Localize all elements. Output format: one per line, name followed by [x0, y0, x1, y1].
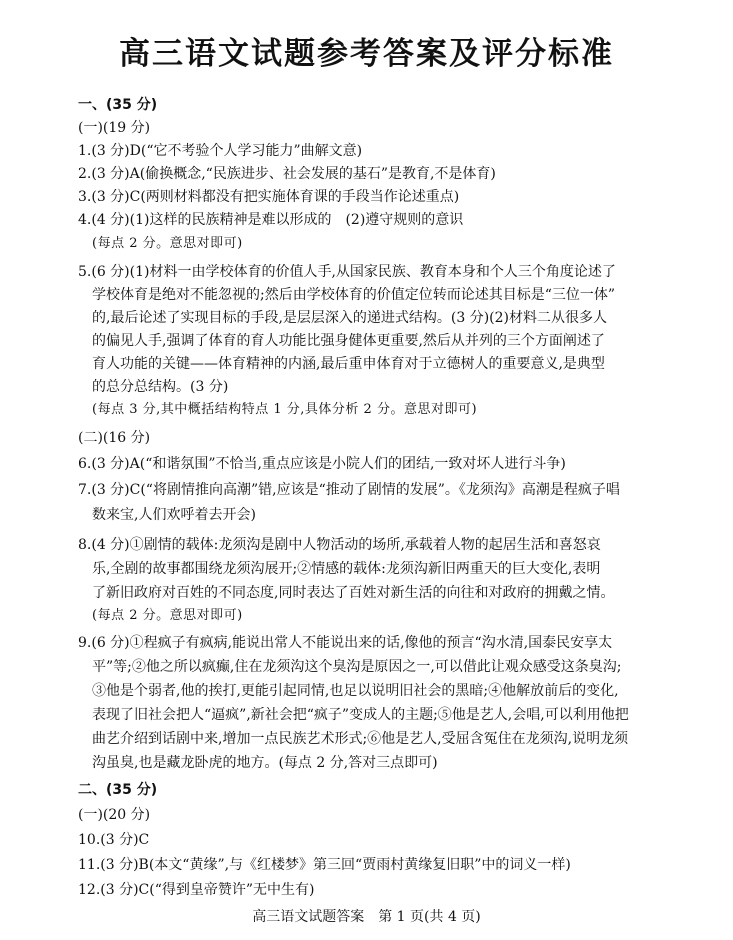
answer-line: 7.(3 分)C(“将剧情推向高潮”错,应该是“推动了剧情的发展”。《龙须沟》高潮是程疯子唱: [78, 482, 620, 498]
answer-line: 8.(4 分)①剧情的载体:龙须沟是剧中人物活动的场所,承载着人物的起居生活和喜怒哀: [78, 537, 601, 553]
subsection-heading: (二)(16 分): [78, 430, 151, 446]
answer-line: 数来宝,人们欢呼着去开会): [92, 507, 256, 523]
answer-line: 9.(6 分)①程疯子有疯病,能说出常人不能说出来的话,像他的预言“沟水清,国泰民安享太: [78, 635, 613, 651]
answer-line: 11.(3 分)B(本文“黄缘”,与《红楼梦》第三回“贾雨村黄缘复旧职”中的词义一样): [78, 857, 571, 873]
answer-line: 4.(4 分)(1)这样的民族精神是难以形成的 (2)遵守规则的意识: [78, 212, 464, 228]
answer-line: 6.(3 分)A(“和谐氛围”不恰当,重点应该是小院人们的团结,一致对坏人进行斗争): [78, 456, 566, 472]
page-footer: 高三语文试题答案 第 1 页(共 4 页): [252, 909, 481, 925]
answer-line: 曲艺介绍到话剧中来,增加一点民族艺术形式;⑥他是艺人,受屈含冤住在龙须沟,说明龙须: [92, 731, 629, 747]
answer-line: 乐,全剧的故事都围绕龙须沟展开;②情感的载体:龙须沟新旧两重天的巨大变化,表明: [92, 561, 601, 577]
answer-line: 12.(3 分)C(“得到皇帝赞许”无中生有): [78, 882, 315, 898]
scoring-note: (每点 2 分。意思对即可): [92, 608, 243, 623]
answer-line: 1.(3 分)D(“它不考验个人学习能力”曲解文意): [78, 143, 363, 159]
answer-line: 的偏见人手,强调了体育的育人功能比强身健体更重要,然后从并列的三个方面阐述了: [92, 333, 605, 349]
scoring-note: (每点 2 分。意思对即可): [92, 236, 243, 251]
answer-line: 5.(6 分)(1)材料一由学校体育的价值人手,从国家民族、教育本身和个人三个角度论述了: [78, 264, 616, 280]
subsection-heading: (一)(20 分): [78, 807, 151, 823]
answer-line: 了新旧政府对百姓的不同态度,同时表达了百姓对新生活的向往和对政府的拥戴之情。: [92, 585, 615, 601]
section-heading: 一、(35 分): [78, 97, 158, 113]
document-title: 高三语文试题参考答案及评分标准: [119, 36, 614, 72]
section-heading: 二、(35 分): [78, 782, 158, 798]
answer-line: ③他是个弱者,他的挨打,更能引起同情,也足以说明旧社会的黑暗;④他解放前后的变化,: [92, 683, 619, 699]
answer-line: 沟虽臭,也是藏龙卧虎的地方。(每点 2 分,答对三点即可): [92, 755, 438, 771]
answer-line: 10.(3 分)C: [78, 832, 150, 848]
answer-line: 的,最后论述了实现目标的手段,是层层深入的递进式结构。(3 分)(2)材料二从很多人: [92, 310, 608, 326]
scoring-note: (每点 3 分,其中概括结构特点 1 分,具体分析 2 分。意思对即可): [92, 402, 478, 417]
answer-line: 平”等;②他之所以疯癫,住在龙须沟这个臭沟是原因之一,可以借此让观众感受这条臭沟;: [92, 659, 622, 675]
subsection-heading: (一)(19 分): [78, 120, 151, 136]
answer-line: 表现了旧社会把人“逼疯”,新社会把“疯子”变成人的主题;⑤他是艺人,会唱,可以利用他把: [92, 707, 629, 723]
answer-line: 的总分总结构。(3 分): [92, 379, 229, 395]
answer-line: 学校体育是绝对不能忽视的;然后由学校体育的价值定位转而论述其目标是“三位一体”: [92, 287, 616, 303]
answer-line: 2.(3 分)A(偷换概念,“民族进步、社会发展的基石”是教育,不是体育): [78, 166, 496, 182]
answer-line: 育人功能的关键——体育精神的内涵,最后重申体育对于立德树人的重要意义,是典型: [92, 356, 605, 372]
answer-line: 3.(3 分)C(两则材料都没有把实施体育课的手段当作论述重点): [78, 189, 460, 205]
